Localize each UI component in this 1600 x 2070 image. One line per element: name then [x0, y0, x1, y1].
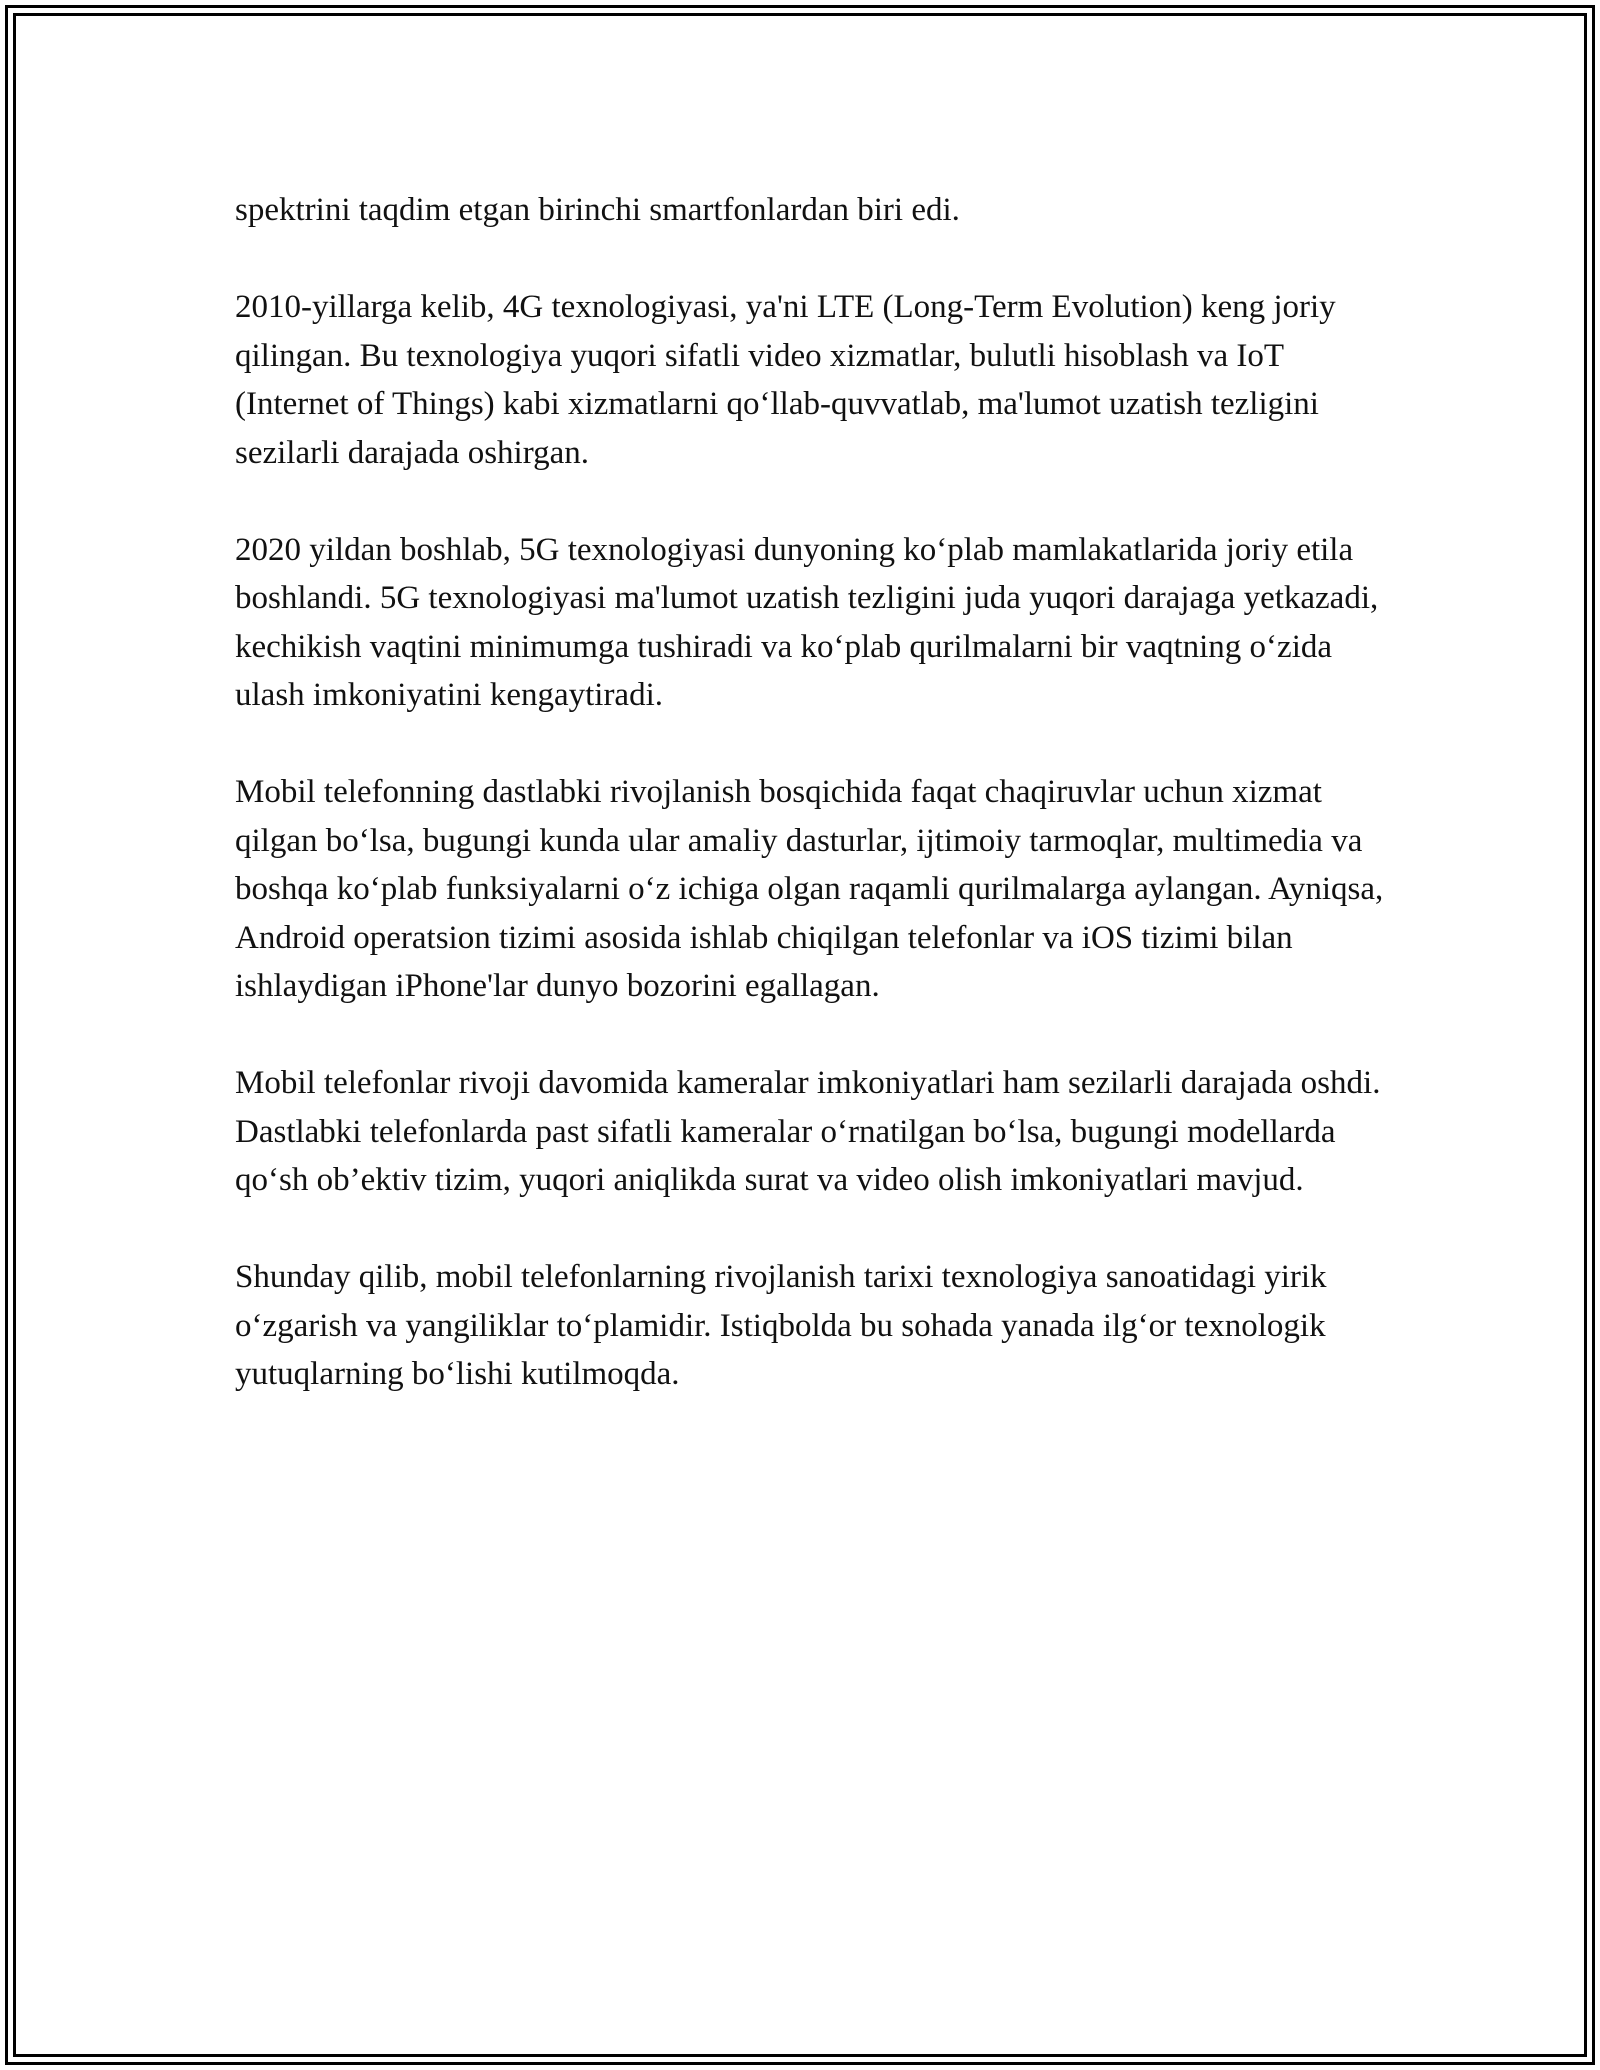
paragraph-2: 2010-yillarga kelib, 4G texnologiyasi, ya'ni LTE (Long-Term Evolution) keng joriy qilingan. Bu texnologiya yuqori sifatli video xizmatlar, bulutli hisoblash va IoT (Internet of Things) kabi xizmatlarni qo‘llab-quvvatlab, ma'lumot uzatish tezligini sezilarli darajada oshirgan.: [235, 289, 1336, 471]
document-body: [235, 186, 1385, 1399]
paragraph-4: Mobil telefonning dastlabki rivojlanish bosqichida faqat chaqiruvlar uchun xizmat qilgan bo‘lsa, bugungi kunda ular amaliy dasturlar, ijtimoiy tarmoqlar, multimedia va boshqa ko‘plab funksiyalarni o‘z ichiga olgan raqamli qurilmalarga aylangan. Ayniqsa, Android operatsion tizimi asosida ishlab chiqilgan telefonlar va iOS tizimi bilan ishlaydigan iPhone'lar dunyo bozorini egallagan.: [235, 774, 1384, 1004]
paragraph-6: Shunday qilib, mobil telefonlarning rivojlanish tarixi texnologiya sanoatidagi yirik o‘zgarish va yangiliklar to‘plamidir. Istiqbolda bu sohada yanada ilg‘or texnologik yutuqlarning bo‘lishi kutilmoqda.: [235, 1259, 1327, 1392]
paragraph-1: spektrini taqdim etgan birinchi smartfonlardan biri edi.: [235, 192, 960, 228]
paragraph-5: Mobil telefonlar rivoji davomida kameralar imkoniyatlari ham sezilarli darajada oshdi. Dastlabki telefonlarda past sifatli kameralar o‘rnatilgan bo‘lsa, bugungi modellarda qo‘sh ob’ektiv tizim, yuqori aniqlikda surat va video olish imkoniyatlari mavjud.: [235, 1065, 1381, 1198]
paragraph-3: 2020 yildan boshlab, 5G texnologiyasi dunyoning ko‘plab mamlakatlarida joriy etila boshlandi. 5G texnologiyasi ma'lumot uzatish tezligini juda yuqori darajaga yetkazadi, kechikish vaqtini minimumga tushiradi va ko‘plab qurilmalarni bir vaqtning o‘zida ulash imkoniyatini kengaytiradi.: [235, 531, 1379, 713]
